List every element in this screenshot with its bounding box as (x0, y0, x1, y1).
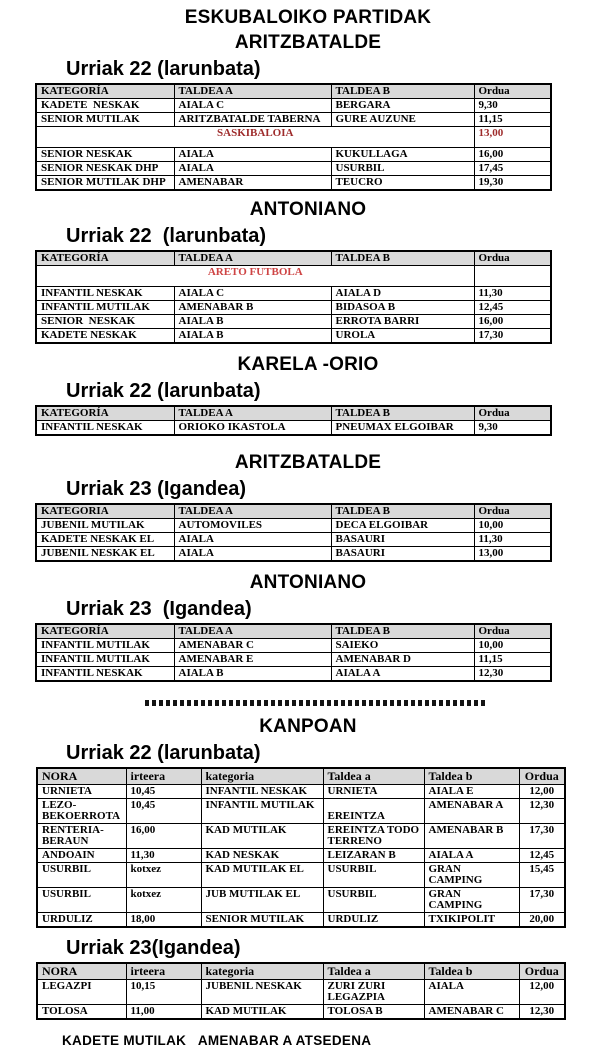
col-header-kategoria: KATEGORÍA (36, 84, 174, 99)
cell-kategoria: INFANTIL NESKAK (36, 421, 174, 436)
col-header-irteera: irteera (126, 768, 201, 785)
cell-ordua: 10,00 (474, 639, 551, 653)
cell-taldea-a: AMENABAR B (174, 301, 331, 315)
cell-taldea-a: AIALA B (174, 667, 331, 682)
cell-ordua: 11,15 (474, 113, 551, 127)
away-match-row (37, 1005, 565, 1020)
cell-nora: TOLOSA (37, 1005, 126, 1020)
cell-taldea-b: AMENABAR A (424, 799, 519, 824)
cell-taldea-b: PNEUMAX ELGOIBAR (331, 421, 474, 436)
special-row-areto-futbola (36, 266, 551, 287)
table-header-row (36, 504, 551, 519)
cell-taldea-a: ORIOKO IKASTOLA (174, 421, 331, 436)
cell-ordua: 17,30 (474, 329, 551, 344)
date-heading-antoniano-oct22: Urriak 22 (larunbata) (66, 225, 267, 247)
cell-ordua: 12,00 (519, 785, 565, 799)
cell-taldea-a: AIALA B (174, 329, 331, 344)
cell-kategoria: INFANTIL MUTILAK (36, 653, 174, 667)
venue-title-antoniano-oct22: ANTONIANO (249, 199, 367, 220)
cell-ordua: 17,45 (474, 162, 551, 176)
match-row (36, 329, 551, 344)
cell-taldea-a: AMENABAR (174, 176, 331, 191)
cell-ordua: 11,15 (474, 653, 551, 667)
cell-taldea-a: AUTOMOVILES (174, 519, 331, 533)
cell-taldea-a: EREINTZA (323, 799, 424, 824)
col-header-taldea-b: TALDEA B (331, 406, 474, 421)
kanpoan-table-oct22 (36, 767, 566, 928)
venue-title-aritzbatalde-oct22: ARITZBATALDE (234, 32, 382, 53)
cell-ordua: 10,00 (474, 519, 551, 533)
col-header-kategoria: KATEGORÍA (36, 406, 174, 421)
away-match-row (37, 913, 565, 928)
cell-taldea-a: USURBIL (323, 888, 424, 913)
col-header-kategoria: KATEGORIA (36, 504, 174, 519)
kanpoan-title: KANPOAN (259, 716, 357, 737)
cell-nora: USURBIL (37, 888, 126, 913)
cell-taldea-b: USURBIL (331, 162, 474, 176)
rest-note: KADETE MUTILAK AMENABAR A ATSEDENA (62, 1033, 372, 1048)
cell-nora: URNIETA (37, 785, 126, 799)
col-header-ordua: Ordua (474, 624, 551, 639)
col-header-taldea-b: TALDEA B (331, 624, 474, 639)
table-header-row (36, 84, 551, 99)
cell-ordua: 13,00 (474, 547, 551, 562)
cell-taldea-b: AIALA A (331, 667, 474, 682)
cell-ordua: 9,30 (474, 99, 551, 113)
cell-taldea-b: BASAURI (331, 533, 474, 547)
cell-ordua: 12,45 (519, 849, 565, 863)
cell-irteera: 18,00 (126, 913, 201, 928)
cell-taldea-a: AIALA (174, 162, 331, 176)
away-match-row (37, 824, 565, 849)
cell-taldea-a: AIALA C (174, 99, 331, 113)
col-header-taldea-b: TALDEA B (331, 504, 474, 519)
cell-kategoria: SENIOR MUTILAK DHP (36, 176, 174, 191)
main-title: ESKUBALOIKO PARTIDAK (184, 7, 432, 28)
col-header-kategoria: KATEGORÍA (36, 251, 174, 266)
cell-nora: RENTERIA-BERAUN (37, 824, 126, 849)
cell-kategoria: JUBENIL MUTILAK (36, 519, 174, 533)
away-match-row (37, 863, 565, 888)
date-heading-aritzbatalde-oct22: Urriak 22 (larunbata) (66, 58, 261, 80)
date-heading-karela-orio: Urriak 22 (larunbata) (66, 380, 261, 402)
cell-kategoria: KADETE NESKAK (36, 99, 174, 113)
cell-taldea-a: TOLOSA B (323, 1005, 424, 1020)
col-header-ordua: Ordua (519, 768, 565, 785)
cell-kategoria: SENIOR MUTILAK (36, 113, 174, 127)
match-row (36, 547, 551, 562)
schedule-table-antoniano-oct23 (35, 623, 552, 682)
cell-taldea-b: AMENABAR D (331, 653, 474, 667)
venue-title-aritzbatalde-oct23: ARITZBATALDE (234, 452, 382, 473)
cell-nora: LEZO-BEKOERROTA (37, 799, 126, 824)
schedule-table-antoniano-oct22 (35, 250, 552, 344)
away-match-row (37, 888, 565, 913)
cell-kategoria: INFANTIL NESKAK (201, 785, 323, 799)
cell-taldea-b: AIALA A (424, 849, 519, 863)
cell-taldea-b: BERGARA (331, 99, 474, 113)
special-ordua (474, 266, 551, 287)
cell-taldea-b: SAIEKO (331, 639, 474, 653)
cell-irteera: kotxez (126, 863, 201, 888)
cell-ordua: 16,00 (474, 315, 551, 329)
col-header-taldea-b: Taldea b (424, 963, 519, 980)
cell-taldea-a: URDULIZ (323, 913, 424, 928)
cell-ordua: 17,30 (519, 824, 565, 849)
cell-nora: LEGAZPI (37, 980, 126, 1005)
cell-irteera: 10,15 (126, 980, 201, 1005)
col-header-ordua: Ordua (474, 504, 551, 519)
cell-taldea-b: ERROTA BARRI (331, 315, 474, 329)
cell-kategoria: INFANTIL MUTILAK (201, 799, 323, 824)
match-row (36, 421, 551, 436)
col-header-taldea-a: Taldea a (323, 768, 424, 785)
schedule-table-aritzbatalde-oct23 (35, 503, 552, 562)
match-row (36, 148, 551, 162)
cell-irteera: 11,00 (126, 1005, 201, 1020)
away-match-row (37, 849, 565, 863)
cell-kategoria: KADETE NESKAK (36, 329, 174, 344)
cell-ordua: 19,30 (474, 176, 551, 191)
cell-kategoria: INFANTIL NESKAK (36, 667, 174, 682)
cell-ordua: 9,30 (474, 421, 551, 436)
cell-irteera: 10,45 (126, 799, 201, 824)
cell-kategoria: JUB MUTILAK EL (201, 888, 323, 913)
cell-taldea-a: AIALA C (174, 287, 331, 301)
cell-kategoria: KAD NESKAK (201, 849, 323, 863)
dotted-separator (145, 700, 486, 706)
match-row (36, 315, 551, 329)
cell-kategoria: KAD MUTILAK (201, 1005, 323, 1020)
match-row (36, 667, 551, 682)
cell-taldea-b: AIALA (424, 980, 519, 1005)
col-header-taldea-a: Taldea a (323, 963, 424, 980)
cell-taldea-a: AMENABAR E (174, 653, 331, 667)
cell-nora: USURBIL (37, 863, 126, 888)
cell-ordua: 17,30 (519, 888, 565, 913)
match-row (36, 653, 551, 667)
cell-taldea-a: AIALA (174, 547, 331, 562)
cell-taldea-b: UROLA (331, 329, 474, 344)
cell-taldea-a: AIALA (174, 148, 331, 162)
cell-nora: ANDOAIN (37, 849, 126, 863)
cell-taldea-a: AIALA B (174, 315, 331, 329)
special-label: ARETO FUTBOLA (36, 266, 474, 287)
cell-irteera: kotxez (126, 888, 201, 913)
cell-kategoria: INFANTIL MUTILAK (36, 639, 174, 653)
cell-taldea-b: DECA ELGOIBAR (331, 519, 474, 533)
col-header-kategoria: KATEGORÍA (36, 624, 174, 639)
cell-taldea-a: EREINTZA TODO TERRENO (323, 824, 424, 849)
cell-taldea-a: ZURI ZURI LEGAZPIA (323, 980, 424, 1005)
cell-ordua: 12,30 (474, 667, 551, 682)
date-heading-kanpoan-oct23: Urriak 23(Igandea) (66, 937, 241, 959)
match-row (36, 639, 551, 653)
col-header-taldea-b: TALDEA B (331, 251, 474, 266)
cell-kategoria: SENIOR NESKAK (36, 315, 174, 329)
table-header-row (36, 406, 551, 421)
cell-taldea-a: ARITZBATALDE TABERNA (174, 113, 331, 127)
cell-ordua: 12,45 (474, 301, 551, 315)
match-row (36, 301, 551, 315)
cell-taldea-b: GRAN CAMPING (424, 863, 519, 888)
date-heading-aritzbatalde-oct23: Urriak 23 (Igandea) (66, 478, 247, 500)
cell-kategoria: INFANTIL MUTILAK (36, 301, 174, 315)
match-row (36, 162, 551, 176)
col-header-nora: NORA (37, 963, 126, 980)
kanpoan-table-oct23 (36, 962, 566, 1020)
special-ordua: 13,00 (474, 127, 551, 148)
cell-kategoria: KADETE NESKAK EL (36, 533, 174, 547)
special-label: SASKIBALOIA (36, 127, 474, 148)
cell-ordua: 15,45 (519, 863, 565, 888)
cell-taldea-b: BIDASOA B (331, 301, 474, 315)
cell-taldea-b: AIALA E (424, 785, 519, 799)
col-header-taldea-a: TALDEA A (174, 406, 331, 421)
col-header-ordua: Ordua (474, 251, 551, 266)
cell-taldea-b: GURE AUZUNE (331, 113, 474, 127)
away-match-row (37, 785, 565, 799)
col-header-taldea-a: TALDEA A (174, 84, 331, 99)
col-header-taldea-b: TALDEA B (331, 84, 474, 99)
cell-taldea-b: TXIKIPOLIT (424, 913, 519, 928)
special-row-saskibaloia (36, 127, 551, 148)
cell-taldea-b: GRAN CAMPING (424, 888, 519, 913)
cell-irteera: 11,30 (126, 849, 201, 863)
col-header-kategoria: kategoria (201, 768, 323, 785)
cell-kategoria: JUBENIL NESKAK EL (36, 547, 174, 562)
cell-ordua: 12,00 (519, 980, 565, 1005)
date-heading-kanpoan-oct22: Urriak 22 (larunbata) (66, 742, 261, 764)
cell-taldea-a: AMENABAR C (174, 639, 331, 653)
date-heading-antoniano-oct23: Urriak 23 (Igandea) (66, 598, 252, 620)
cell-kategoria: INFANTIL NESKAK (36, 287, 174, 301)
cell-kategoria: SENIOR NESKAK (36, 148, 174, 162)
col-header-nora: NORA (37, 768, 126, 785)
cell-kategoria: KAD MUTILAK EL (201, 863, 323, 888)
col-header-ordua: Ordua (474, 84, 551, 99)
cell-ordua: 20,00 (519, 913, 565, 928)
table-header-row (36, 251, 551, 266)
cell-ordua: 11,30 (474, 533, 551, 547)
cell-taldea-a: AIALA (174, 533, 331, 547)
col-header-taldea-a: TALDEA A (174, 624, 331, 639)
cell-ordua: 12,30 (519, 1005, 565, 1020)
away-match-row (37, 980, 565, 1005)
cell-ordua: 12,30 (519, 799, 565, 824)
venue-title-karela-orio: KARELA -ORIO (237, 354, 379, 375)
cell-taldea-b: AIALA D (331, 287, 474, 301)
match-row (36, 287, 551, 301)
col-header-taldea-a: TALDEA A (174, 504, 331, 519)
cell-taldea-a: LEIZARAN B (323, 849, 424, 863)
table-header-row (36, 624, 551, 639)
cell-kategoria: SENIOR MUTILAK (201, 913, 323, 928)
table-header-row (37, 768, 565, 785)
cell-kategoria: KAD MUTILAK (201, 824, 323, 849)
cell-kategoria: SENIOR NESKAK DHP (36, 162, 174, 176)
away-match-row (37, 799, 565, 824)
cell-ordua: 16,00 (474, 148, 551, 162)
match-row (36, 519, 551, 533)
col-header-ordua: Ordua (474, 406, 551, 421)
cell-taldea-a: USURBIL (323, 863, 424, 888)
match-row (36, 533, 551, 547)
col-header-taldea-a: TALDEA A (174, 251, 331, 266)
cell-taldea-b: BASAURI (331, 547, 474, 562)
cell-kategoria: JUBENIL NESKAK (201, 980, 323, 1005)
match-row (36, 113, 551, 127)
cell-taldea-b: AMENABAR C (424, 1005, 519, 1020)
col-header-ordua: Ordua (519, 963, 565, 980)
cell-taldea-a: URNIETA (323, 785, 424, 799)
match-row (36, 99, 551, 113)
cell-irteera: 10,45 (126, 785, 201, 799)
cell-taldea-b: AMENABAR B (424, 824, 519, 849)
table-header-row (37, 963, 565, 980)
schedule-table-karela-orio (35, 405, 552, 436)
cell-taldea-b: TEUCRO (331, 176, 474, 191)
match-row (36, 176, 551, 191)
cell-ordua: 11,30 (474, 287, 551, 301)
cell-irteera: 16,00 (126, 824, 201, 849)
col-header-irteera: irteera (126, 963, 201, 980)
venue-title-antoniano-oct23: ANTONIANO (249, 572, 367, 593)
cell-nora: URDULIZ (37, 913, 126, 928)
cell-taldea-b: KUKULLAGA (331, 148, 474, 162)
col-header-kategoria: kategoria (201, 963, 323, 980)
schedule-table-aritzbatalde-oct22 (35, 83, 552, 191)
col-header-taldea-b: Taldea b (424, 768, 519, 785)
